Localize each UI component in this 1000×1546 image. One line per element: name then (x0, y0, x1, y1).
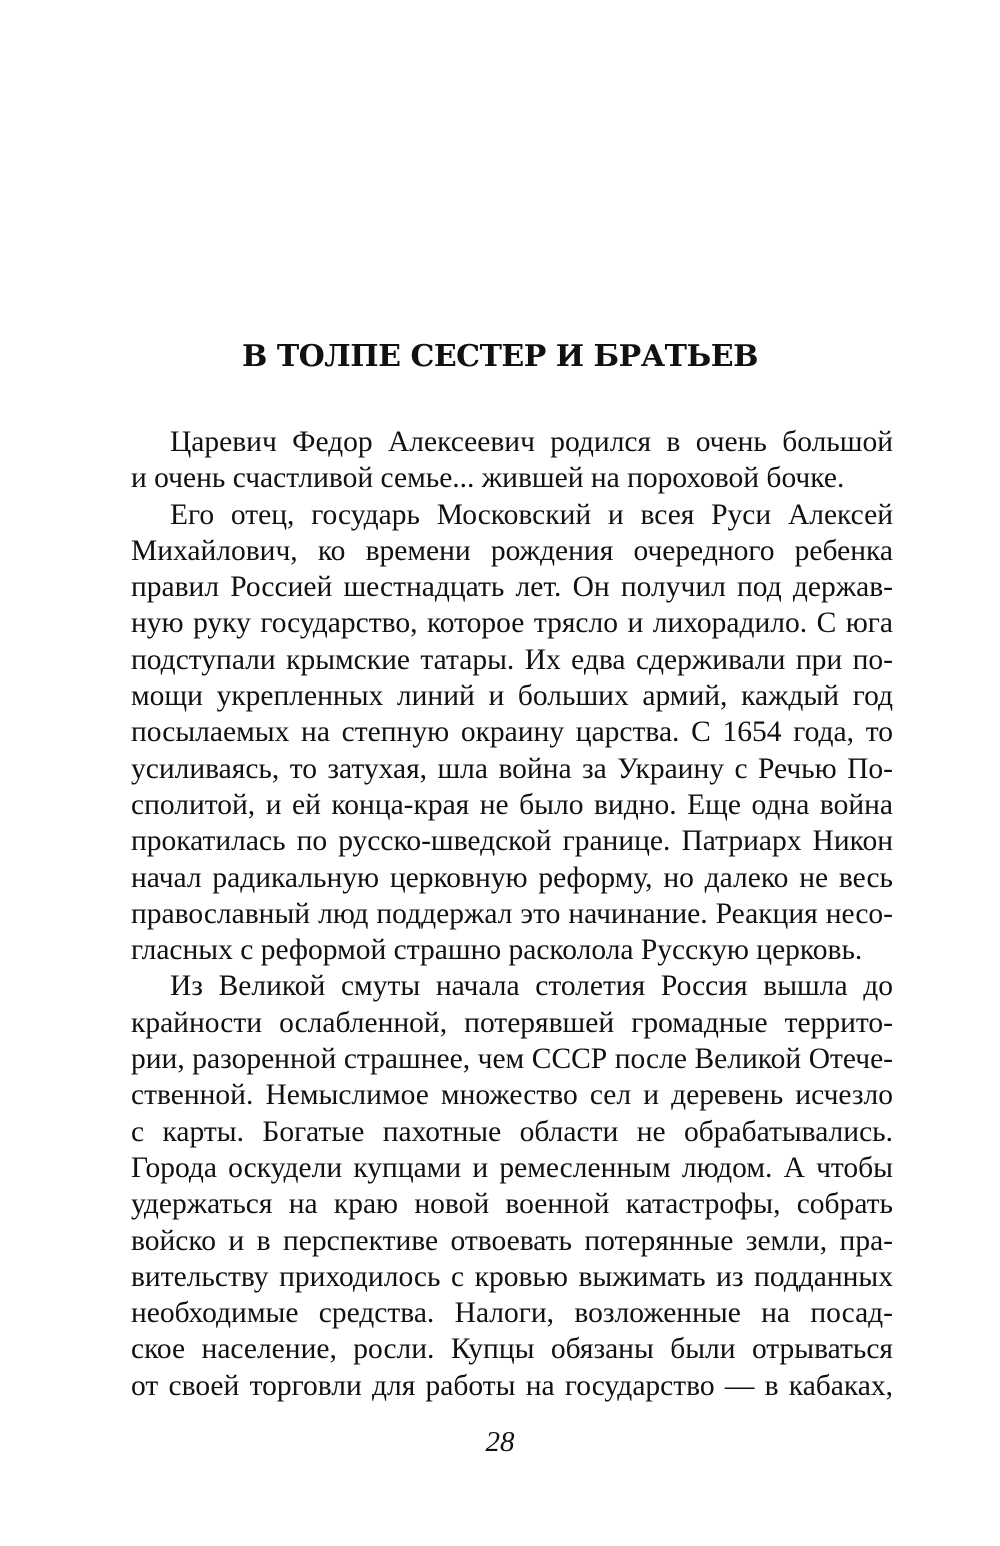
body-text (131, 424, 893, 1404)
text-line: ную руку государство, которое трясло и лихорадило. С юга (131, 607, 893, 640)
text-line: усиливаясь, то затухая, шла война за Украину с Речью По- (131, 752, 893, 785)
text-line: удержаться на краю новой военной катастрофы, собрать (131, 1188, 893, 1221)
text-line: посылаемых на степную окраину царства. С 1654 года, то (131, 716, 893, 749)
text-line: необходимые средства. Налоги, возложенные на посад- (131, 1297, 893, 1330)
text-line: мощи укрепленных линий и больших армий, каждый год (131, 680, 893, 713)
text-line: православный люд поддержал это начинание. Реакция несо- (131, 897, 893, 930)
text-line: крайности ослабленной, потерявшей громадные террито- (131, 1006, 893, 1039)
paragraph (131, 424, 893, 497)
text-line: войско и в перспективе отвоевать потерянные земли, пра- (131, 1224, 893, 1257)
text-line: Его отец, государь Московский и всея Руси Алексей (170, 498, 893, 531)
text-line: Михайлович, ко времени рождения очередного ребенка (131, 534, 893, 567)
text-line: ственной. Немыслимое множество сел и деревень исчезло (131, 1079, 893, 1112)
text-line: подступали крымские татары. Их едва сдерживали при по- (131, 643, 893, 676)
text-line: Города оскудели купцами и ремесленным людом. А чтобы (131, 1151, 893, 1184)
text-line: гласных с реформой страшно расколола Русскую церковь. (131, 934, 863, 967)
page-number: 28 (485, 1426, 515, 1458)
text-line: вительству приходилось с кровью выжимать из подданных (131, 1260, 893, 1293)
text-line: сполитой, и ей конца-края не было видно. Еще одна война (131, 788, 893, 821)
text-line: ское население, росли. Купцы обязаны были отрываться (131, 1333, 893, 1366)
text-line: и очень счастливой семье... жившей на пороховой бочке. (131, 462, 845, 495)
chapter-title: В ТОЛПЕ СЕСТЕР И БРАТЬЕВ (242, 339, 758, 374)
paragraph (131, 968, 893, 1404)
text-line: начал радикальную церковную реформу, но далеко не весь (131, 861, 893, 894)
paragraph (131, 497, 893, 969)
text-line: рии, разоренной страшнее, чем СССР после Великой Отече- (131, 1043, 893, 1076)
text-line: прокатилась по русско-шведской границе. Патриарх Никон (131, 825, 893, 858)
text-line: Из Великой смуты начала столетия Россия вышла до (170, 970, 893, 1003)
text-line: правил Россией шестнадцать лет. Он получил под держав- (131, 571, 893, 604)
text-line: от своей торговли для работы на государство — в кабаках, (131, 1369, 893, 1402)
text-line: Царевич Федор Алексеевич родился в очень большой (170, 426, 893, 458)
text-line: с карты. Богатые пахотные области не обрабатывались. (131, 1115, 893, 1148)
